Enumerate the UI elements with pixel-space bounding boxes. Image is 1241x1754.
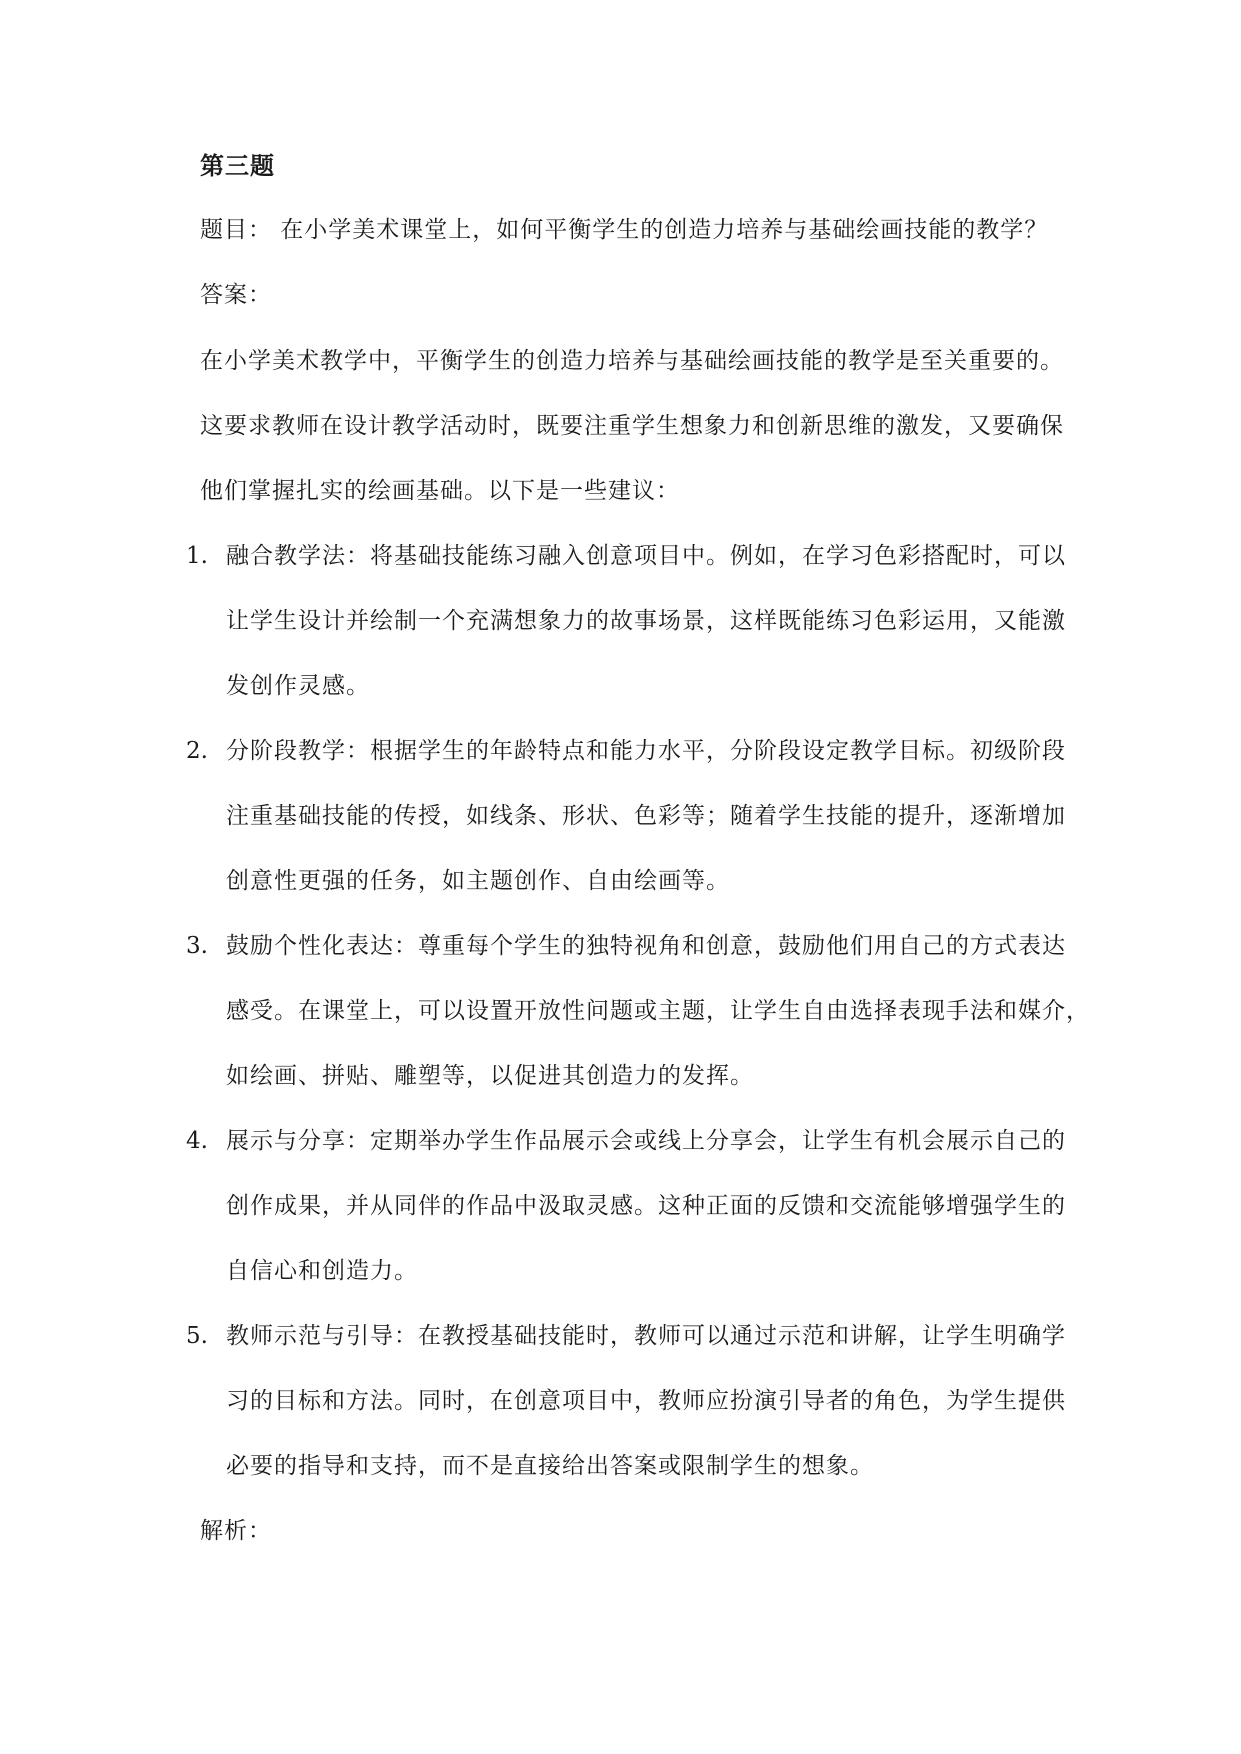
list-item-number: 5.	[186, 1323, 208, 1349]
list-item-number: 1.	[186, 543, 208, 569]
list-item-line: 教师示范与引导：在教授基础技能时，教师可以通过示范和讲解，让学生明确学	[226, 1323, 1066, 1349]
list-item-number: 3.	[186, 933, 208, 959]
list-item-number: 4.	[186, 1128, 208, 1154]
section-heading: 第三题	[200, 151, 275, 180]
list-item-line: 让学生设计并绘制一个充满想象力的故事场景，这样既能练习色彩运用，又能激	[226, 608, 1066, 634]
list-item-line: 注重基础技能的传授，如线条、形状、色彩等；随着学生技能的提升，逐渐增加	[226, 803, 1066, 829]
list-item-line: 鼓励个性化表达：尊重每个学生的独特视角和创意，鼓励他们用自己的方式表达	[226, 933, 1066, 959]
list-item-line: 创意性更强的任务，如主题创作、自由绘画等。	[226, 868, 730, 894]
list-item-line: 分阶段教学：根据学生的年龄特点和能力水平，分阶段设定教学目标。初级阶段	[226, 738, 1066, 764]
list-item-line: 融合教学法：将基础技能练习融入创意项目中。例如，在学习色彩搭配时，可以	[226, 543, 1066, 569]
analysis-label: 解析：	[200, 1518, 272, 1544]
list-item-line: 创作成果，并从同伴的作品中汲取灵感。这种正面的反馈和交流能够增强学生的	[226, 1193, 1066, 1219]
list-item-line: 展示与分享：定期举办学生作品展示会或线上分享会，让学生有机会展示自己的	[226, 1128, 1066, 1154]
answer-label: 答案：	[200, 282, 272, 308]
list-item-line: 感受。在课堂上，可以设置开放性问题或主题，让学生自由选择表现手法和媒介，	[226, 998, 1090, 1024]
question-line: 题目： 在小学美术课堂上，如何平衡学生的创造力培养与基础绘画技能的教学？	[200, 217, 1049, 243]
intro-line: 在小学美术教学中，平衡学生的创造力培养与基础绘画技能的教学是至关重要的。	[200, 348, 1064, 374]
intro-line: 这要求教师在设计教学活动时，既要注重学生想象力和创新思维的激发，又要确保	[200, 413, 1064, 439]
list-item-number: 2.	[186, 738, 208, 764]
intro-line: 他们掌握扎实的绘画基础。以下是一些建议：	[200, 478, 680, 504]
list-item-line: 自信心和创造力。	[226, 1258, 418, 1284]
list-item-line: 习的目标和方法。同时，在创意项目中，教师应扮演引导者的角色，为学生提供	[226, 1388, 1066, 1414]
list-item-line: 必要的指导和支持，而不是直接给出答案或限制学生的想象。	[226, 1453, 874, 1479]
list-item-line: 发创作灵感。	[226, 673, 370, 699]
list-item-line: 如绘画、拼贴、雕塑等，以促进其创造力的发挥。	[226, 1063, 754, 1089]
